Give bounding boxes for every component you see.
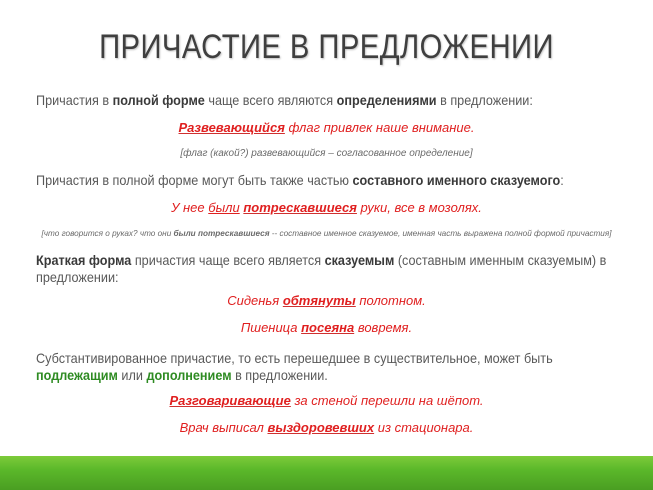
note-2: [что говорится о руках? что они были потрескавшиеся -- составное именное сказуемое, именная часть выражена полной формой причастия]	[41, 229, 612, 238]
paragraph-substantivized: Субстантивированное причастие, то есть перешедшее в существительное, может быть подлежащим или дополнением в предложении.	[36, 351, 553, 383]
term-attributes: определениями	[336, 93, 437, 108]
example-3: Сиденья обтянуты полотном.	[227, 293, 426, 308]
example-1: Развевающийся флаг привлек наше внимание.	[178, 120, 475, 135]
example-6: Врач выписал выздоровевших из стационара.	[179, 420, 474, 435]
footer-green-bar	[0, 456, 653, 490]
paragraph-compound-predicate: Причастия в полной форме могут быть также частью составного именного сказуемого:	[36, 173, 564, 188]
paragraph-short-form: Краткая форма причастия чаще всего является сказуемым (составным именным сказуемым) в предложении:	[36, 253, 607, 285]
term-compound-predicate: составного именного сказуемого	[352, 173, 561, 188]
example-4: Пшеница посеяна вовремя.	[240, 320, 413, 335]
note-1: [флаг (какой?) развевающийся – согласованное определение]	[180, 148, 473, 159]
paragraph-full-form: Причастия в полной форме чаще всего являются определениями в предложении:	[36, 93, 533, 108]
example-2: У нее были потрескавшиеся руки, все в мозолях.	[171, 200, 482, 215]
term-object: дополнением	[146, 368, 232, 383]
term-full-form: полной форме	[112, 93, 205, 108]
example-5: Разговаривающие за стеной перешли на шёпот.	[169, 393, 484, 408]
term-short-form: Краткая форма	[36, 253, 132, 268]
term-predicate: сказуемым	[324, 253, 395, 268]
slide-title: ПРИЧАСТИЕ В ПРЕДЛОЖЕНИИ	[99, 28, 554, 66]
term-subject: подлежащим	[36, 368, 118, 383]
